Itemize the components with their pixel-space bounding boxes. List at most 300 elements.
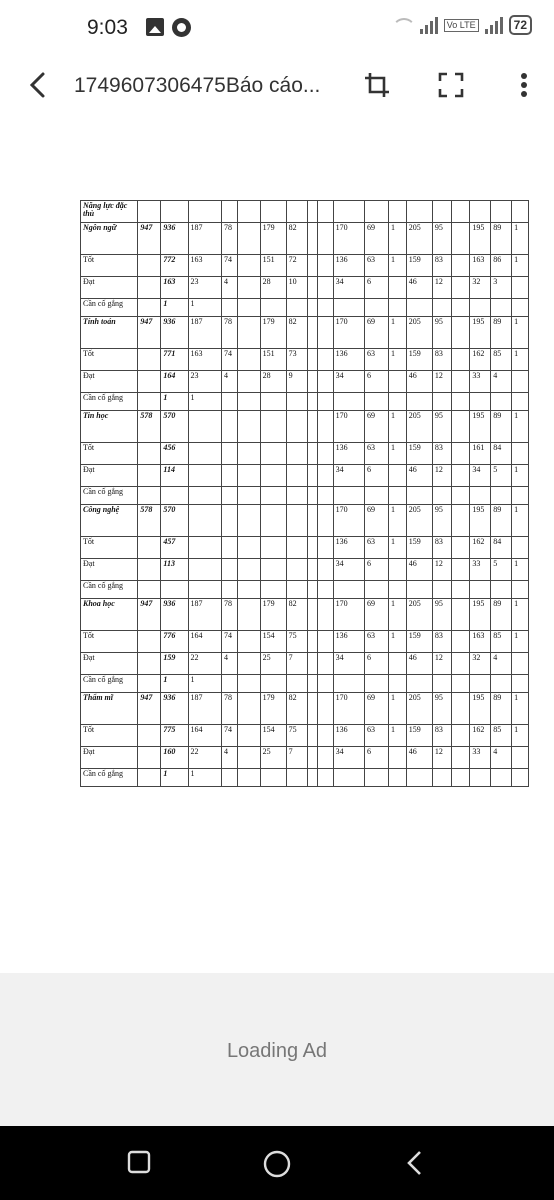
table-cell: 936 (161, 693, 188, 725)
table-row (81, 255, 529, 277)
table-cell: 1 (188, 393, 221, 411)
table-cell: 84 (491, 537, 512, 559)
table-cell (138, 725, 161, 747)
table-cell (260, 559, 286, 581)
table-cell (451, 559, 470, 581)
table-cell: 1 (161, 299, 188, 317)
table-cell: 63 (364, 255, 388, 277)
table-cell: 33 (470, 559, 491, 581)
table-cell (221, 769, 237, 787)
table-cell (317, 581, 333, 599)
table-cell (307, 317, 317, 349)
table-cell: 63 (364, 725, 388, 747)
table-cell (221, 505, 237, 537)
table-cell: 164 (161, 371, 188, 393)
table-cell: 95 (432, 599, 451, 631)
table-cell (451, 675, 470, 693)
table-cell: 136 (333, 725, 364, 747)
row-label: Tin học (81, 411, 138, 443)
table-cell (286, 393, 307, 411)
table-cell: 33 (470, 747, 491, 769)
table-cell: 6 (364, 277, 388, 299)
table-cell (188, 505, 221, 537)
table-cell: 89 (491, 505, 512, 537)
row-label: Cần cố gắng (81, 769, 138, 787)
row-label: Đạt (81, 747, 138, 769)
table-cell (388, 371, 406, 393)
table-cell (512, 537, 529, 559)
table-cell (237, 599, 260, 631)
table-cell (138, 581, 161, 599)
table-cell (161, 487, 188, 505)
table-row (81, 675, 529, 693)
table-cell (317, 465, 333, 487)
table-cell (388, 299, 406, 317)
table-cell: 89 (491, 317, 512, 349)
table-cell (388, 487, 406, 505)
table-cell: 69 (364, 223, 388, 255)
table-cell: 85 (491, 349, 512, 371)
table-cell: 170 (333, 223, 364, 255)
table-cell: 89 (491, 411, 512, 443)
table-cell: 1 (161, 769, 188, 787)
table-cell (388, 675, 406, 693)
table-cell (138, 465, 161, 487)
table-cell: 6 (364, 465, 388, 487)
table-cell: 1 (388, 537, 406, 559)
table-cell: 33 (470, 371, 491, 393)
table-cell (307, 769, 317, 787)
table-cell (432, 675, 451, 693)
table-row (81, 371, 529, 393)
row-label: Ngôn ngữ (81, 223, 138, 255)
table-cell: 936 (161, 223, 188, 255)
table-cell: 46 (406, 277, 432, 299)
table-cell: 4 (491, 371, 512, 393)
table-cell: 136 (333, 255, 364, 277)
row-label: Cần cố gắng (81, 675, 138, 693)
table-cell (432, 299, 451, 317)
table-cell (138, 393, 161, 411)
table-cell: 78 (221, 223, 237, 255)
document-viewer[interactable] (0, 118, 554, 973)
table-cell (188, 559, 221, 581)
table-cell: 154 (260, 631, 286, 653)
table-cell: 69 (364, 505, 388, 537)
table-cell: 84 (491, 443, 512, 465)
table-cell (260, 505, 286, 537)
table-header-label: Năng lực đặc thù (81, 201, 138, 223)
table-cell: 164 (188, 631, 221, 653)
table-row (81, 747, 529, 769)
row-label: Cần cố gắng (81, 581, 138, 599)
table-cell (388, 465, 406, 487)
table-cell (512, 769, 529, 787)
table-cell (188, 537, 221, 559)
row-label: Khoa học (81, 599, 138, 631)
table-cell: 947 (138, 599, 161, 631)
table-cell: 12 (432, 277, 451, 299)
table-cell (317, 631, 333, 653)
table-cell: 32 (470, 277, 491, 299)
table-row (81, 299, 529, 317)
table-cell: 1 (388, 349, 406, 371)
table-cell: 570 (161, 505, 188, 537)
table-cell: 159 (161, 653, 188, 675)
row-label: Tốt (81, 255, 138, 277)
table-cell (451, 505, 470, 537)
table-cell: 159 (406, 255, 432, 277)
table-cell (307, 693, 317, 725)
table-cell (260, 299, 286, 317)
table-cell: 162 (470, 349, 491, 371)
table-cell: 1 (388, 631, 406, 653)
table-cell (237, 693, 260, 725)
toolbar (0, 56, 554, 118)
table-cell: 22 (188, 653, 221, 675)
table-cell (388, 653, 406, 675)
table-cell: 1 (512, 465, 529, 487)
table-cell (307, 277, 317, 299)
table-cell: 23 (188, 371, 221, 393)
table-cell (470, 769, 491, 787)
table-cell (221, 443, 237, 465)
table-cell (138, 675, 161, 693)
table-row (81, 769, 529, 787)
table-cell (138, 371, 161, 393)
table-cell: 163 (470, 631, 491, 653)
table-row (81, 443, 529, 465)
row-label: Công nghệ (81, 505, 138, 537)
table-cell (364, 299, 388, 317)
table-cell: 187 (188, 317, 221, 349)
table-cell: 1 (388, 693, 406, 725)
row-label: Tốt (81, 537, 138, 559)
row-label: Tốt (81, 443, 138, 465)
table-cell: 83 (432, 255, 451, 277)
table-row (81, 223, 529, 255)
table-cell (138, 537, 161, 559)
table-cell: 114 (161, 465, 188, 487)
table-cell: 86 (491, 255, 512, 277)
row-label: Cần cố gắng (81, 487, 138, 505)
row-label: Tốt (81, 349, 138, 371)
table-cell: 23 (188, 277, 221, 299)
table-cell: 136 (333, 631, 364, 653)
more-vert-icon[interactable] (509, 70, 539, 100)
table-cell (406, 487, 432, 505)
row-label: Thẩm mĩ (81, 693, 138, 725)
table-cell: 205 (406, 599, 432, 631)
table-cell (406, 769, 432, 787)
table-cell: 63 (364, 349, 388, 371)
table-cell: 22 (188, 747, 221, 769)
table-cell (491, 299, 512, 317)
table-cell: 78 (221, 693, 237, 725)
row-label: Tốt (81, 631, 138, 653)
table-cell (138, 443, 161, 465)
table-cell (138, 299, 161, 317)
table-cell: 159 (406, 725, 432, 747)
table-cell (333, 487, 364, 505)
row-label: Tốt (81, 725, 138, 747)
table-cell: 82 (286, 693, 307, 725)
table-cell: 83 (432, 631, 451, 653)
table-row (81, 599, 529, 631)
table-cell: 83 (432, 443, 451, 465)
table-cell (260, 769, 286, 787)
table-cell (237, 443, 260, 465)
table-cell (237, 277, 260, 299)
table-cell (470, 393, 491, 411)
table-cell (307, 349, 317, 371)
navigation-bar (0, 1126, 554, 1200)
table-cell: 161 (470, 443, 491, 465)
table-cell (317, 693, 333, 725)
table-cell: 936 (161, 317, 188, 349)
table-cell: 7 (286, 747, 307, 769)
table-cell (307, 599, 317, 631)
table-cell (188, 411, 221, 443)
table-cell: 1 (512, 255, 529, 277)
table-cell (451, 599, 470, 631)
table-cell: 69 (364, 693, 388, 725)
table-cell: 1 (388, 317, 406, 349)
table-cell: 195 (470, 223, 491, 255)
table-cell: 1 (388, 411, 406, 443)
table-cell (260, 675, 286, 693)
table-cell: 28 (260, 277, 286, 299)
table-cell (317, 223, 333, 255)
table-cell: 151 (260, 349, 286, 371)
table-cell: 5 (491, 559, 512, 581)
table-cell (286, 559, 307, 581)
table-cell: 159 (406, 631, 432, 653)
table-cell: 4 (221, 371, 237, 393)
table-cell (364, 393, 388, 411)
table-cell: 46 (406, 465, 432, 487)
row-label: Đạt (81, 559, 138, 581)
status-time: 9:03 (87, 16, 128, 39)
table-cell: 456 (161, 443, 188, 465)
table-cell: 89 (491, 693, 512, 725)
status-system-icons (390, 15, 532, 35)
row-label: Tính toán (81, 317, 138, 349)
table-cell: 1 (512, 317, 529, 349)
table-cell (451, 443, 470, 465)
table-cell: 205 (406, 411, 432, 443)
table-cell (512, 653, 529, 675)
fullscreen-icon[interactable] (436, 70, 466, 100)
table-cell (388, 559, 406, 581)
table-cell: 63 (364, 631, 388, 653)
table-cell (237, 223, 260, 255)
table-cell: 83 (432, 725, 451, 747)
table-cell: 136 (333, 443, 364, 465)
table-cell: 75 (286, 725, 307, 747)
table-cell: 113 (161, 559, 188, 581)
table-cell (307, 393, 317, 411)
table-cell (138, 349, 161, 371)
table-cell (364, 675, 388, 693)
back-arrow-icon[interactable] (24, 70, 54, 100)
row-label: Cần cố gắng (81, 393, 138, 411)
table-cell (451, 393, 470, 411)
table-cell (451, 725, 470, 747)
table-cell: 6 (364, 559, 388, 581)
table-cell: 83 (432, 537, 451, 559)
table-cell: 136 (333, 349, 364, 371)
table-cell (237, 299, 260, 317)
table-cell (138, 487, 161, 505)
table-cell: 12 (432, 371, 451, 393)
table-cell (491, 581, 512, 599)
table-cell: 187 (188, 693, 221, 725)
table-cell (237, 465, 260, 487)
table-cell: 69 (364, 317, 388, 349)
table-cell (333, 299, 364, 317)
table-cell (451, 631, 470, 653)
table-cell: 1 (512, 693, 529, 725)
table-cell: 179 (260, 693, 286, 725)
table-cell: 75 (286, 631, 307, 653)
table-cell: 85 (491, 631, 512, 653)
table-cell (333, 581, 364, 599)
table-cell (333, 769, 364, 787)
table-cell: 34 (333, 277, 364, 299)
table-cell: 187 (188, 599, 221, 631)
table-cell (138, 747, 161, 769)
table-cell (451, 747, 470, 769)
lte-badge: Vo LTE (444, 19, 479, 32)
recent-apps-icon[interactable] (126, 1149, 152, 1180)
table-cell (286, 487, 307, 505)
table-cell: 170 (333, 411, 364, 443)
table-cell: 34 (333, 653, 364, 675)
table-cell (237, 349, 260, 371)
table-cell (388, 277, 406, 299)
table-cell (317, 255, 333, 277)
table-cell (237, 505, 260, 537)
table-cell (188, 487, 221, 505)
table-cell (138, 769, 161, 787)
table-cell: 32 (470, 653, 491, 675)
table-cell: 159 (406, 537, 432, 559)
table-row (81, 317, 529, 349)
table-cell (307, 443, 317, 465)
table-cell (451, 299, 470, 317)
report-table-body (81, 201, 529, 787)
table-cell (451, 277, 470, 299)
table-cell: 163 (188, 255, 221, 277)
table-cell (451, 223, 470, 255)
table-cell (307, 631, 317, 653)
row-label: Cần cố gắng (81, 299, 138, 317)
table-cell (307, 411, 317, 443)
table-cell: 74 (221, 255, 237, 277)
table-cell: 163 (470, 255, 491, 277)
table-row (81, 349, 529, 371)
table-cell (317, 277, 333, 299)
table-cell (237, 537, 260, 559)
table-cell (161, 581, 188, 599)
table-cell: 69 (364, 411, 388, 443)
table-cell: 205 (406, 693, 432, 725)
table-cell: 9 (286, 371, 307, 393)
table-row (81, 537, 529, 559)
table-cell (432, 393, 451, 411)
table-cell (432, 581, 451, 599)
table-header-row (81, 201, 529, 223)
table-cell: 28 (260, 371, 286, 393)
table-cell: 775 (161, 725, 188, 747)
table-row (81, 581, 529, 599)
table-cell (317, 675, 333, 693)
table-cell (451, 317, 470, 349)
nav-back-icon[interactable] (404, 1149, 426, 1182)
table-cell (317, 537, 333, 559)
crop-icon[interactable] (362, 70, 392, 100)
table-cell: 1 (161, 675, 188, 693)
table-row (81, 411, 529, 443)
table-cell (317, 349, 333, 371)
table-cell: 95 (432, 411, 451, 443)
table-cell: 34 (333, 559, 364, 581)
table-cell: 78 (221, 317, 237, 349)
table-cell: 1 (188, 299, 221, 317)
table-cell (317, 317, 333, 349)
table-cell (237, 393, 260, 411)
status-notification-icons (146, 18, 191, 37)
table-cell: 25 (260, 653, 286, 675)
home-icon[interactable] (262, 1149, 292, 1184)
table-cell: 1 (512, 411, 529, 443)
table-cell: 72 (286, 255, 307, 277)
table-row (81, 393, 529, 411)
table-cell: 34 (333, 371, 364, 393)
table-cell: 195 (470, 599, 491, 631)
table-cell (286, 411, 307, 443)
table-cell: 136 (333, 537, 364, 559)
table-cell (307, 299, 317, 317)
table-cell: 89 (491, 599, 512, 631)
table-cell (260, 443, 286, 465)
table-cell: 74 (221, 631, 237, 653)
table-cell (307, 747, 317, 769)
table-cell: 74 (221, 725, 237, 747)
row-label: Đạt (81, 653, 138, 675)
table-cell (286, 505, 307, 537)
table-cell (451, 371, 470, 393)
table-cell (451, 769, 470, 787)
document-title: 1749607306475Báo cáo... (74, 74, 321, 97)
table-cell (317, 725, 333, 747)
table-cell (470, 299, 491, 317)
table-cell (221, 393, 237, 411)
table-cell: 74 (221, 349, 237, 371)
ad-banner[interactable] (0, 973, 554, 1126)
messenger-icon (172, 18, 191, 37)
table-cell (491, 487, 512, 505)
table-cell: 1 (512, 559, 529, 581)
table-cell (317, 299, 333, 317)
table-cell: 578 (138, 411, 161, 443)
table-cell: 25 (260, 747, 286, 769)
table-cell (512, 675, 529, 693)
table-cell (307, 581, 317, 599)
table-cell: 46 (406, 653, 432, 675)
table-cell: 179 (260, 317, 286, 349)
